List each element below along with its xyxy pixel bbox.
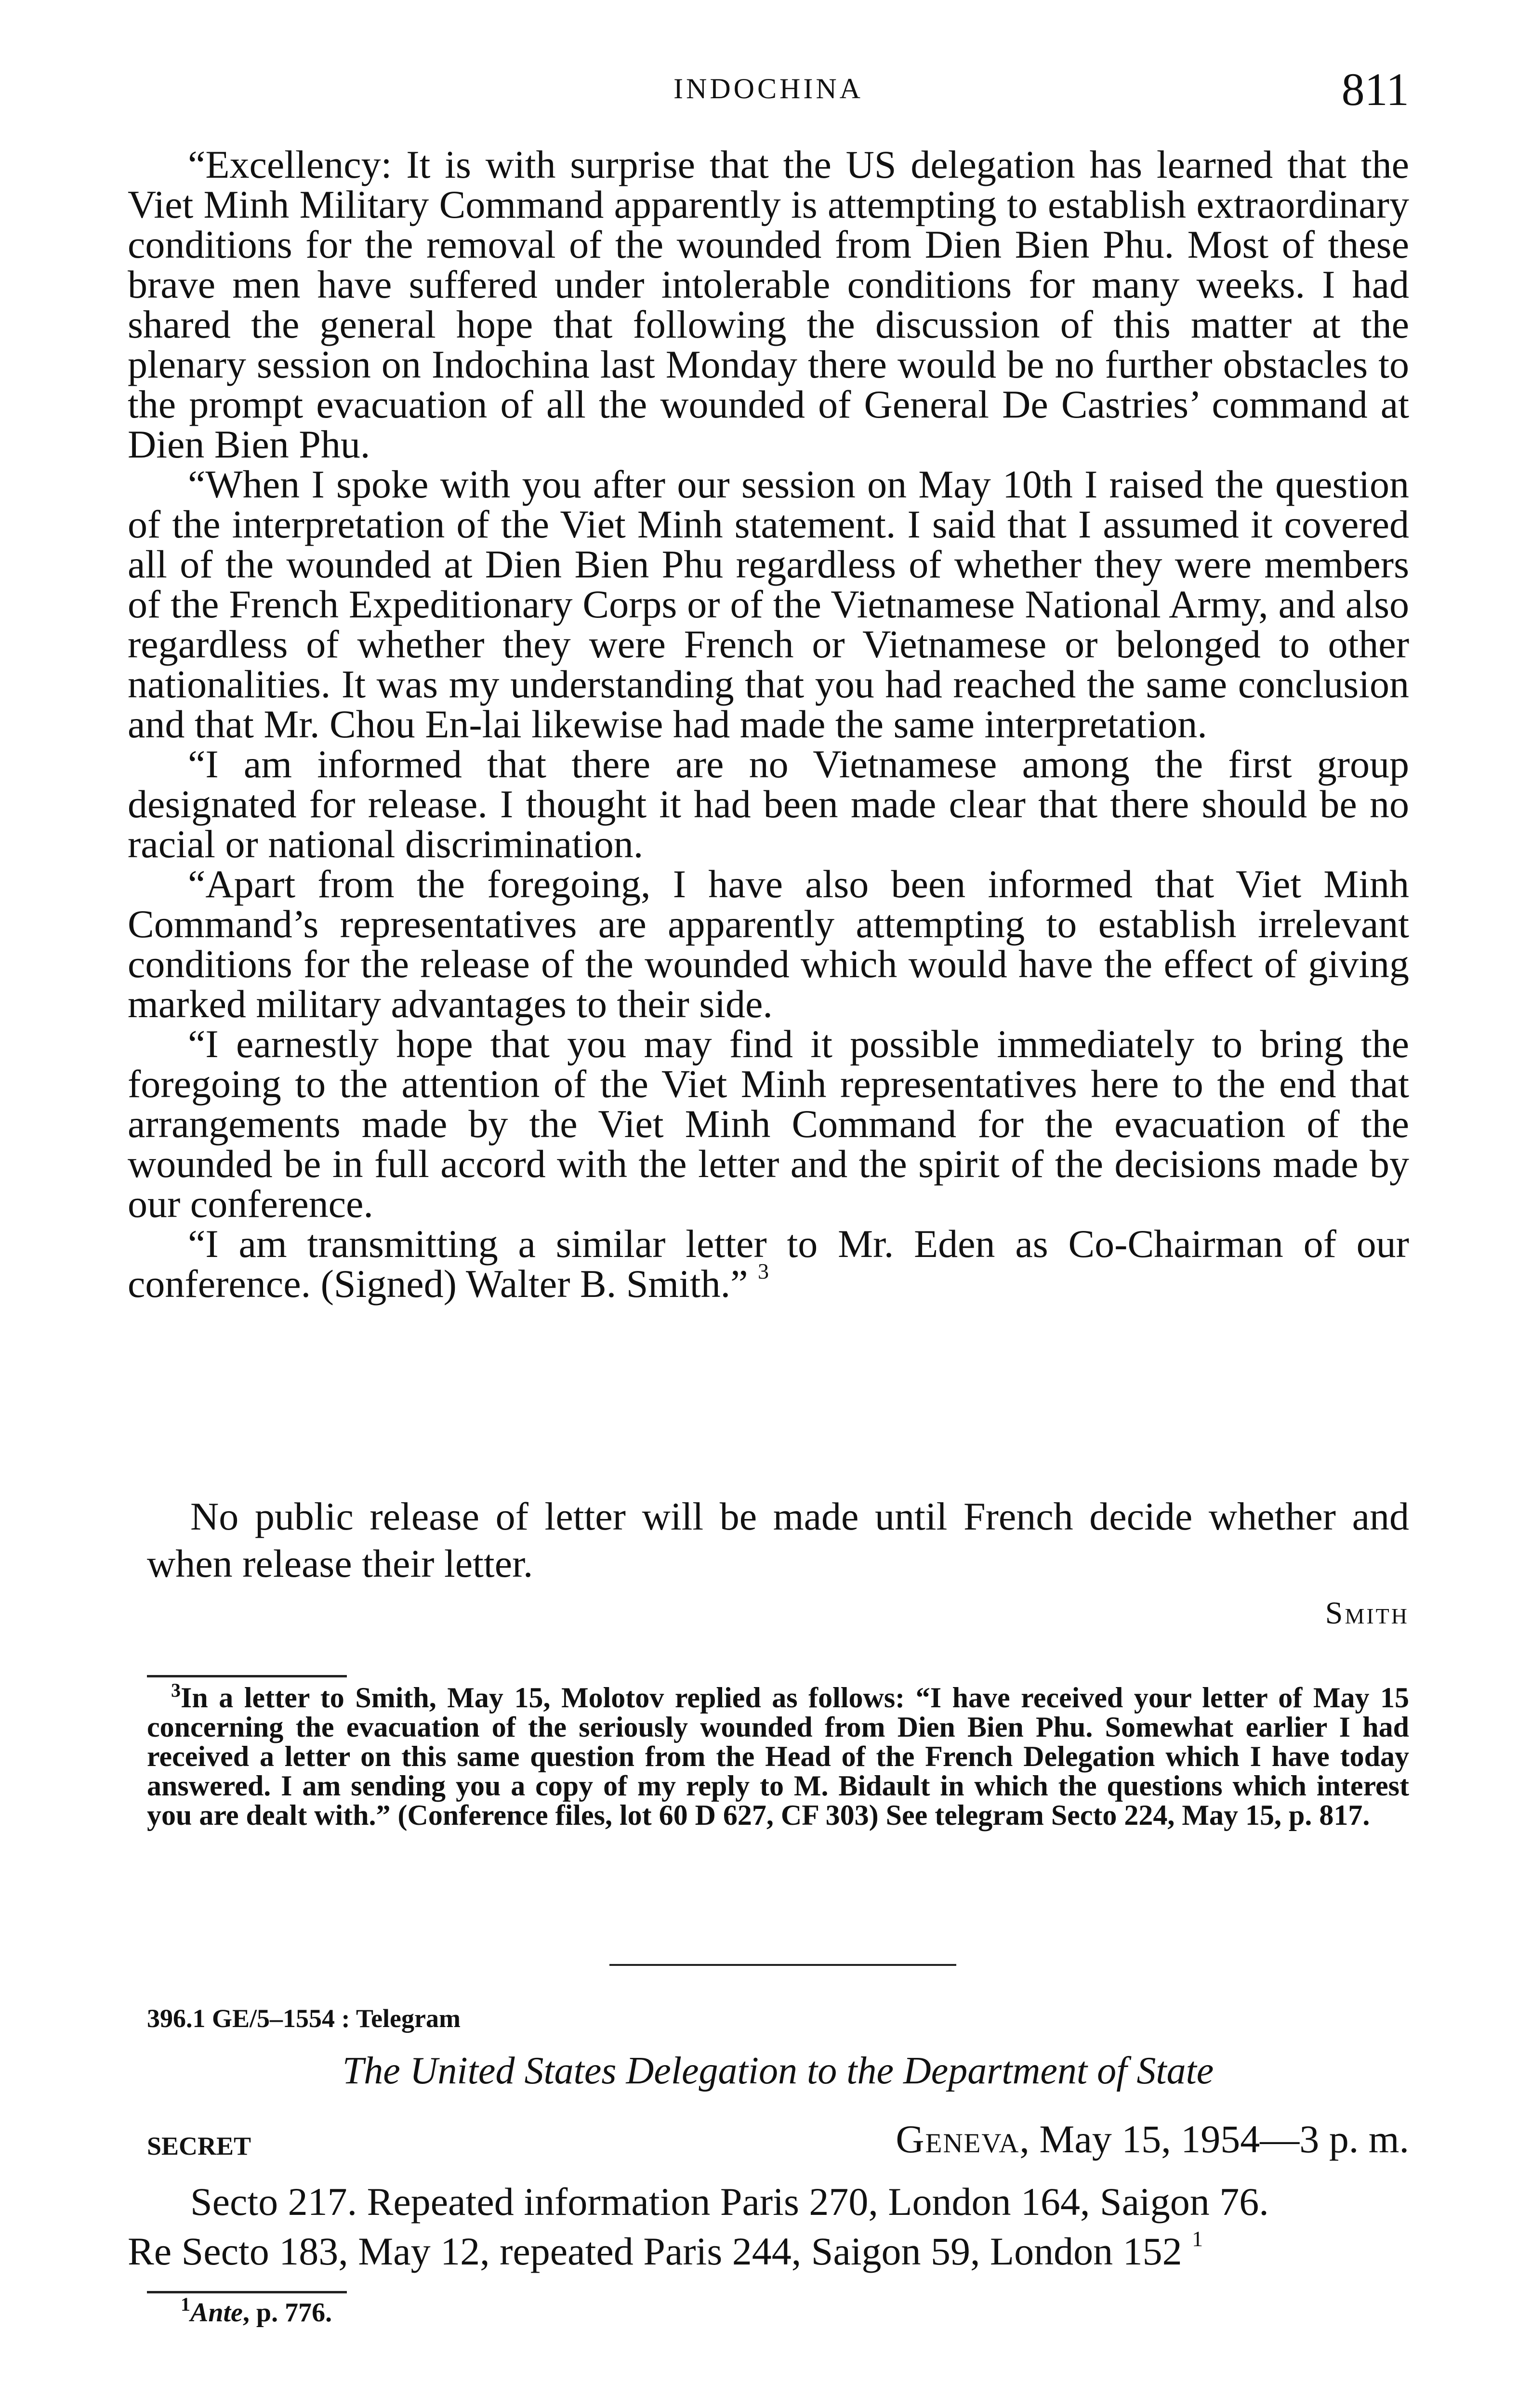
footnote-ante: Ante	[190, 2298, 243, 2328]
signature-text: Smith	[1325, 1596, 1409, 1631]
footnote-3	[147, 1679, 1409, 1831]
letter-paragraph: “Excellency: It is with surprise that the US delegation has learned that the Viet Minh Military Command apparently is attempting to establish extraordinary conditions for the removal of the wounded from Dien Bien Phu. Most of these brave men have suffered under intolerable conditions for many weeks. I had shared the general hope that following the discussion of this matter at the plenary session on Indochina last Monday there would be no further obstacles to the prompt evacuation of all the wounded of General De Castries’ command at Dien Bien Phu.	[128, 143, 1409, 466]
telegram-line-2	[128, 2226, 1409, 2276]
letter-paragraph: “I am informed that there are no Vietnamese among the first group designated for release. I thought it had been made clear that there should be no racial or national discrimination.	[128, 742, 1409, 866]
letter-paragraph: “Apart from the foregoing, I have also been informed that Viet Minh Command’s representatives are apparently attempting to establish irrelevant conditions for the release of the wounded which would have the effect of giving marked military advantages to their side.	[128, 862, 1409, 1026]
footnote-reference[interactable]: 1	[1192, 2226, 1203, 2251]
dateline-date: , May 15, 1954—3 p. m.	[1019, 2117, 1409, 2161]
page-number: 811	[1341, 64, 1409, 115]
dateline-place: Geneva	[896, 2117, 1020, 2161]
telegram-body	[128, 2177, 1409, 2276]
footnote-1	[181, 2293, 332, 2328]
file-reference: 396.1 GE/5–1554 : Telegram	[147, 2004, 461, 2033]
document-title: The United States Delegation to the Department of State	[342, 2050, 1214, 2092]
letter-body	[128, 144, 1409, 1304]
footnote-reference[interactable]: 3	[758, 1259, 769, 1283]
classification-label: SECRET	[147, 2132, 251, 2160]
dateline	[896, 2117, 1409, 2162]
running-title: INDOCHINA	[673, 73, 863, 105]
footnote-page: , p. 776.	[242, 2298, 332, 2328]
closing-note	[147, 1493, 1409, 1587]
letter-last-paragraph	[128, 1224, 1409, 1304]
footnote-number: 3	[171, 1679, 181, 1701]
footnote-text: In a letter to Smith, May 15, Molotov replied as follows: “I have received your letter of May 15 concerning the evacuation of the seriously wounded from Dien Bien Phu. Somewhat earlier I had received a letter on this same question from the Head of the French Delegation which I have today answered. I am sending you a copy of my reply to M. Bidault in which the questions which interest you are dealt with.” (Conference files, lot 60 D 627, CF 303) See telegram Secto 224, May 15, p. 817.	[147, 1682, 1409, 1831]
footnote-rule	[147, 1675, 347, 1677]
signature	[1325, 1595, 1409, 1632]
letter-paragraph-text: “I am transmitting a similar letter to Mr. Eden as Co-Chairman of our conference. (Signed) Walter B. Smith.”	[128, 1222, 1409, 1306]
telegram-line-text: Re Secto 183, May 12, repeated Paris 244, Saigon 59, London 152	[128, 2229, 1182, 2273]
telegram-line: Secto 217. Repeated information Paris 270, London 164, Saigon 76.	[190, 2180, 1269, 2224]
running-header	[128, 63, 1409, 120]
footnote-paragraph	[147, 1679, 1409, 1831]
section-divider	[609, 1964, 956, 1966]
footnote-number: 1	[181, 2293, 190, 2315]
letter-paragraph: “When I spoke with you after our session on May 10th I raised the question of the interpretation of the Viet Minh statement. I said that I assumed it covered all of the wounded at Dien Bien Phu regardless of whether they were members of the French Expeditionary Corps or of the Vietnamese National Army, and also regardless of whether they were French or Vietnamese or belonged to other nationalities. It was my understanding that you had reached the same conclusion and that Mr. Chou En-lai likewise had made the same interpretation.	[128, 462, 1409, 746]
footnote-rule	[147, 2291, 347, 2293]
letter-paragraph: “I earnestly hope that you may find it possible immediately to bring the foregoing to the attention of the Viet Minh representatives here to the end that arrangements made by the Viet Minh Command for the evacuation of the wounded be in full accord with the letter and the spirit of the decisions made by our conference.	[128, 1022, 1409, 1226]
closing-text: No public release of letter will be made until French decide whether and when release their letter.	[147, 1494, 1409, 1585]
